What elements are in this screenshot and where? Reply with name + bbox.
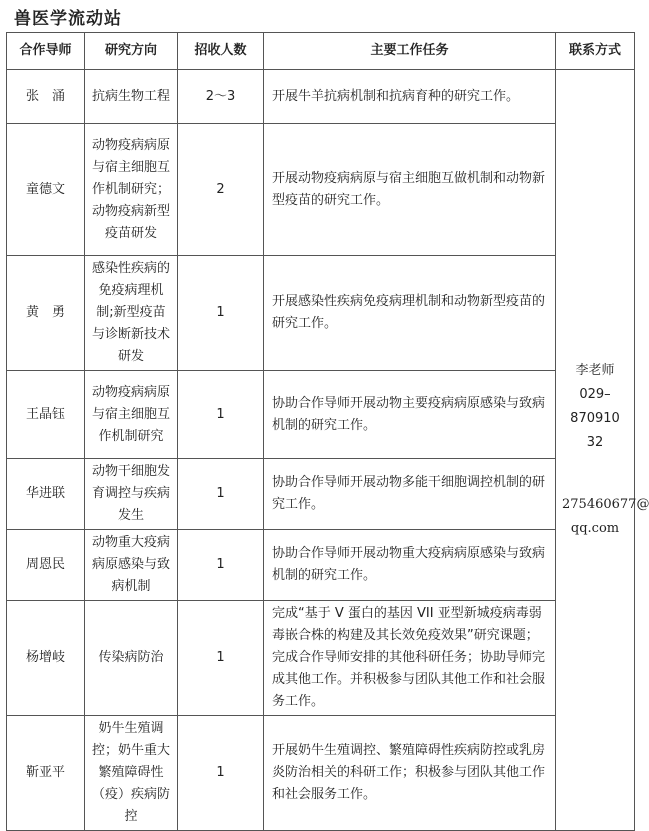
table-row [7, 459, 635, 530]
table-row [7, 530, 635, 601]
research-direction: 感染性疾病的免疫病理机制;新型疫苗与诊断新技术研发 [85, 256, 178, 371]
enrollment-count: 2 [178, 124, 264, 256]
table-row [7, 716, 635, 831]
header-contact: 联系方式 [556, 33, 635, 70]
table-row [7, 601, 635, 716]
advisor-name: 黄 勇 [7, 256, 85, 371]
contact-email-line1: 275460677@ [562, 497, 649, 512]
research-direction: 抗病生物工程 [85, 70, 178, 124]
enrollment-count: 2～3 [178, 70, 264, 124]
header-task: 主要工作任务 [264, 33, 556, 70]
station-table [6, 32, 649, 831]
contact-email-line2: qq.com [570, 521, 620, 536]
enrollment-count: 1 [178, 371, 264, 459]
main-task: 开展感染性疾病免疫病理机制和动物新型疫苗的研究工作。 [264, 256, 556, 371]
main-task: 开展牛羊抗病机制和抗病育种的研究工作。 [264, 70, 556, 124]
table-row [7, 371, 635, 459]
advisor-name: 华进联 [7, 459, 85, 530]
enrollment-count: 1 [178, 256, 264, 371]
advisor-name: 张 涌 [7, 70, 85, 124]
main-task: 协助合作导师开展动物多能干细胞调控机制的研究工作。 [264, 459, 556, 530]
header-advisor: 合作导师 [7, 33, 85, 70]
table-row [7, 124, 635, 256]
research-direction: 奶牛生殖调控；奶牛重大繁殖障碍性（疫）疾病防控 [85, 716, 178, 831]
header-count: 招收人数 [178, 33, 264, 70]
main-task: 完成“基于 V 蛋白的基因 VII 亚型新城疫病毒弱毒嵌合株的构建及其长效免疫效果”研究课题；完成合作导师安排的其他科研任务；协助导师完成其他工作。并积极参与团队其他工作和社会服务工作。 [264, 601, 556, 716]
table-row [7, 256, 635, 371]
header-direction: 研究方向 [85, 33, 178, 70]
research-direction: 动物疫病病原与宿主细胞互作机制研究；动物疫病新型疫苗研发 [85, 124, 178, 256]
main-task: 协助合作导师开展动物主要疫病病原感染与致病机制的研究工作。 [264, 371, 556, 459]
main-task: 开展动物疫病病原与宿主细胞互做机制和动物新型疫苗的研究工作。 [264, 124, 556, 256]
advisor-name: 童德文 [7, 124, 85, 256]
header-row [7, 33, 635, 70]
advisor-name: 周恩民 [7, 530, 85, 601]
research-direction: 动物疫病病原与宿主细胞互作机制研究 [85, 371, 178, 459]
page-title: 兽医学流动站 [14, 9, 122, 29]
advisor-name: 靳亚平 [7, 716, 85, 831]
main-task: 协助合作导师开展动物重大疫病病原感染与致病机制的研究工作。 [264, 530, 556, 601]
research-direction: 动物重大疫病病原感染与致病机制 [85, 530, 178, 601]
research-direction: 动物干细胞发育调控与疾病发生 [85, 459, 178, 530]
research-direction: 传染病防治 [85, 601, 178, 716]
contact-spacer [562, 455, 628, 493]
contact-phone-line2: 32 [586, 435, 604, 450]
enrollment-count: 1 [178, 601, 264, 716]
contact-cell [556, 70, 649, 831]
main-task: 开展奶牛生殖调控、繁殖障碍性疾病防控或乳房炎防治相关的科研工作；积极参与团队其他工作和社会服务工作。 [264, 716, 556, 831]
advisor-name: 王晶钰 [7, 371, 85, 459]
table-row [7, 70, 635, 124]
contact-person: 李老师 [575, 363, 615, 378]
contact-phone-line1: 029–870910 [570, 387, 620, 426]
advisor-name: 杨增岐 [7, 601, 85, 716]
enrollment-count: 1 [178, 716, 264, 831]
enrollment-count: 1 [178, 530, 264, 601]
enrollment-count: 1 [178, 459, 264, 530]
